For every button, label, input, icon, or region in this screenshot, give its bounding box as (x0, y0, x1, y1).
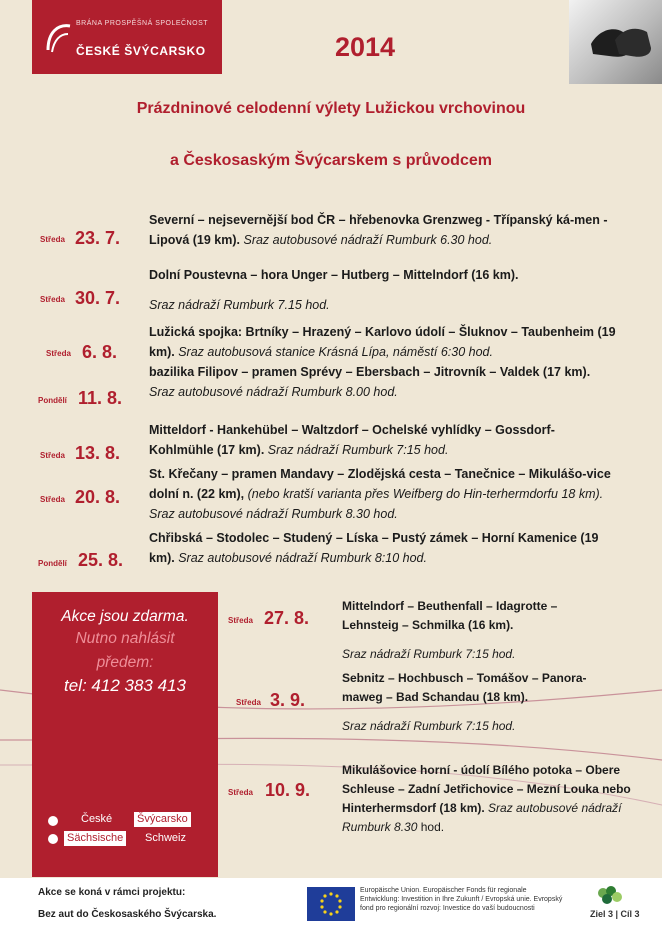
trip-description (149, 464, 625, 524)
trip-day: Středa (228, 788, 253, 797)
trip-route: Chřibská – Stodolec – Studený – Líska – Pustý zámek – Horní Kamenice (19 km). (149, 531, 599, 565)
trip-day: Středa (40, 235, 65, 244)
trip-route: Sebnitz – Hochbusch – Tomášov – Panora-maweg – Bad Schandau (18 km). (342, 671, 587, 704)
trip-date: 3. 9. (270, 690, 306, 710)
eu-flag-icon (307, 887, 355, 921)
footer-project-label: Akce se koná v rámci projektu: (38, 887, 186, 898)
sub-logo-ceske: České (81, 813, 113, 825)
trip-route: St. Křečany – pramen Mandavy – Zlodějská cesta – Tanečnice – Mikulášo-vice dolní n. (22 km), (149, 467, 611, 501)
title-line-1: Prázdninové celodenní výlety Lužickou vrchovinou (136, 100, 526, 117)
sub-logo-schweiz: Schweiz (145, 832, 186, 844)
trip-day: Středa (46, 349, 71, 358)
trip-meeting: Sraz nádraží Rumburk 7:15 hod. (267, 443, 449, 457)
hiking-boots-photo (569, 0, 662, 84)
sub-logo-saechsische: Sächsische (64, 831, 126, 846)
trip-meeting: Sraz autobusové nádraží Rumburk 6.30 hod. (243, 233, 493, 247)
info-phone: tel: 412 383 413 (64, 676, 186, 695)
info-notice-text-2: předem: (96, 654, 154, 671)
trip-meeting-tail: hod. (420, 820, 445, 834)
ziel3-label: Ziel 3 | Cíl 3 (590, 909, 640, 919)
trip-date: 27. 8. (264, 608, 310, 628)
trip-description (149, 265, 619, 315)
info-free-text: Akce jsou zdarma. (61, 608, 189, 625)
trip-meeting: Sraz nádraží Rumburk 7:15 hod. (342, 647, 516, 661)
sub-logo-svycarsko: Švýcarsko (134, 812, 191, 827)
trip-route: Mittelndorf – Beuthenfall – Idagrotte – Lehnsteig – Schmilka (16 km). (342, 599, 558, 632)
boots-icon (569, 0, 662, 84)
trip-description (149, 420, 611, 460)
trip-day: Pondělí (38, 559, 67, 568)
trip-date: 25. 8. (78, 550, 124, 570)
trip-description (149, 322, 625, 362)
trip-meeting: Sraz nádraží Rumburk 7.15 hod. (149, 298, 330, 312)
trip-route: bazilika Filipov – pramen Sprévy – Ebersbach – Jitrovník – Valdek (17 km). (149, 365, 591, 379)
trip-day: Středa (40, 451, 65, 460)
trip-date: 23. 7. (75, 228, 121, 248)
info-notice-text: Nutno nahlásit (75, 630, 175, 647)
trip-meeting: Sraz nádraží Rumburk 7:15 hod. (342, 719, 516, 733)
title-line-2: a Českosaským Švýcarskem s průvodcem (170, 152, 492, 169)
trip-route: Severní – nejsevernější bod ČR – hřebenovka Grenzweg - Třípanský ká-men - Lipová (19 km). (149, 213, 608, 247)
year-heading: 2014 (334, 32, 396, 62)
logo-title: ČESKÉ ŠVÝCARSKO (76, 44, 206, 58)
trip-description (342, 669, 624, 736)
trip-description (342, 761, 632, 837)
trip-date: 30. 7. (75, 288, 121, 308)
trip-meeting: Sraz autobusová stanice Krásná Lípa, náměstí 6:30 hod. (178, 345, 493, 359)
trip-description (149, 528, 619, 568)
trip-meeting: Sraz autobusové nádraží Rumburk 8.30 (342, 801, 622, 834)
sub-logo-dot-icon (48, 816, 58, 826)
logo-subtitle: BRÁNA PROSPĚŠNÁ SPOLEČNOST (76, 20, 209, 27)
trip-date: 20. 8. (75, 487, 121, 507)
trip-route: Lužická spojka: Brtníky – Hrazený – Karlovo údolí – Šluknov – Taubenheim (19 km). (149, 325, 616, 359)
trip-meeting: (nebo kratší varianta přes Weifberg do Hin-terhermdorfu 18 km). Sraz autobusové nádraží Rumburk 8.30 hod. (149, 487, 604, 521)
trip-date: 10. 9. (265, 780, 311, 800)
ceske-svycarsko-logo-icon (44, 20, 74, 56)
trip-description (149, 362, 619, 402)
ziel3-logo-icon (594, 885, 624, 907)
trip-description (342, 597, 607, 664)
footer-project-name: Bez aut do Českosaského Švýcarska. (38, 909, 217, 920)
trip-description (149, 210, 619, 250)
eu-funding-text: Europäische Union. Europäischer Fonds für regionale Entwicklung: Investition in Ihre Zukunft / Evropská unie. Evropský fond pro regionální rozvoj: Investice do vaší budoucnosti (360, 887, 563, 912)
sub-logo-dot-icon (48, 834, 58, 844)
trip-route: Dolní Poustevna – hora Unger – Hutberg – Mittelndorf (16 km). (149, 268, 519, 282)
trip-day: Středa (40, 295, 65, 304)
trip-day: Středa (40, 495, 65, 504)
trip-meeting: Sraz autobusové nádraží Rumburk 8.00 hod. (149, 385, 398, 399)
trip-route: Mikulášovice horní - údolí Bílého potoka – Obere Schleuse – Zadní Jetřichovice – Mezní Louka nebo Hinterhermsdorf (18 km). (342, 763, 631, 815)
trip-date: 11. 8. (78, 388, 123, 408)
trip-day: Pondělí (38, 396, 67, 405)
trip-date: 6. 8. (82, 342, 118, 362)
trip-day: Středa (236, 698, 261, 707)
trip-day: Středa (228, 616, 253, 625)
trip-date: 13. 8. (75, 443, 121, 463)
trip-meeting: Sraz autobusové nádraží Rumburk 8:10 hod. (178, 551, 427, 565)
trip-route: Mitteldorf - Hankehübel – Waltzdorf – Ochelské vyhlídky – Gossdorf- Kohlmühle (17 km). (149, 423, 555, 457)
